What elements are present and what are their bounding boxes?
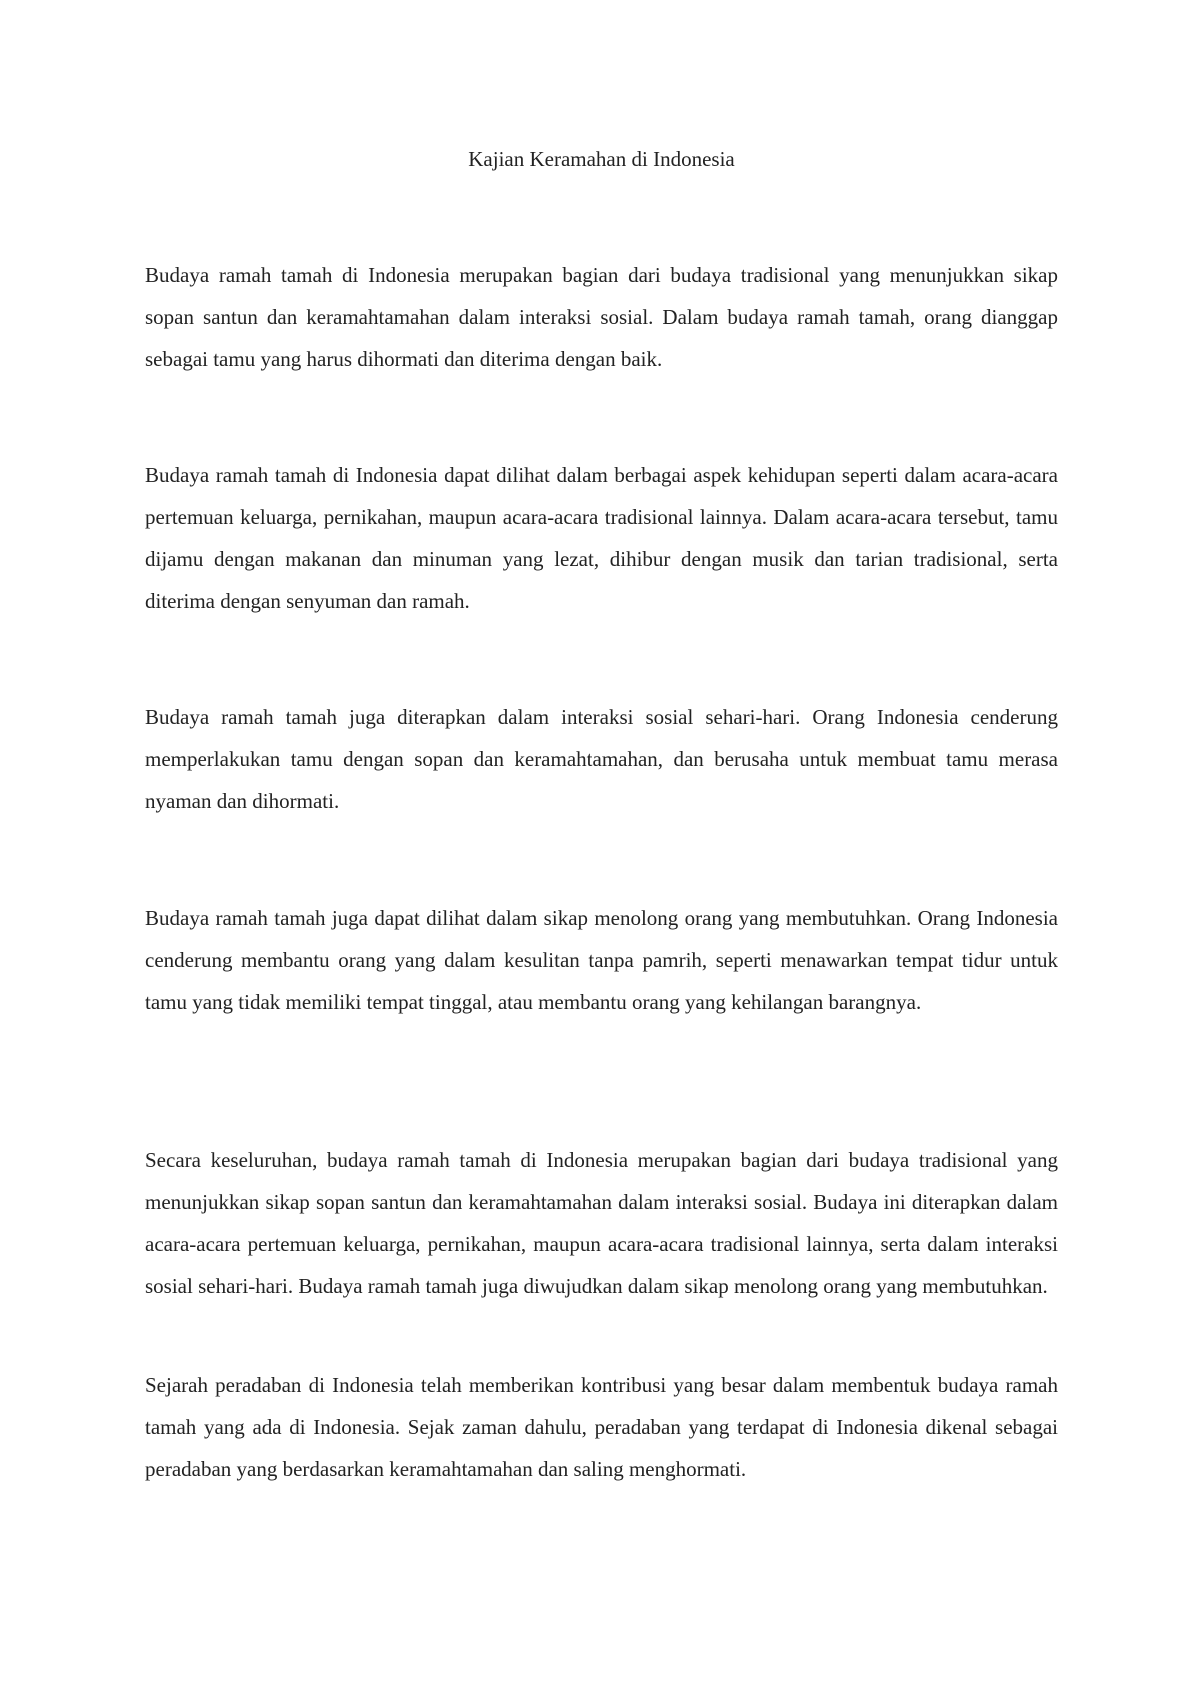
paragraph: Budaya ramah tamah di Indonesia dapat dilihat dalam berbagai aspek kehidupan seperti dalam acara-acara pertemuan keluarga, pernikahan, maupun acara-acara tradisional lainnya. Dalam acara-acara tersebut, tamu dijamu dengan makanan dan minuman yang lezat, dihibur dengan musik dan tarian tradisional, serta diterima dengan senyuman dan ramah. (145, 463, 1058, 613)
paragraph: Sejarah peradaban di Indonesia telah memberikan kontribusi yang besar dalam membentuk budaya ramah tamah yang ada di Indonesia. Sejak zaman dahulu, peradaban yang terdapat di Indonesia dikenal sebagai peradaban yang berdasarkan keramahtamahan dan saling menghormati. (145, 1373, 1058, 1481)
paragraph: Budaya ramah tamah juga dapat dilihat dalam sikap menolong orang yang membutuhkan. Orang Indonesia cenderung membantu orang yang dalam kesulitan tanpa pamrih, seperti menawarkan tempat tidur untuk tamu yang tidak memiliki tempat tinggal, atau membantu orang yang kehilangan barangnya. (145, 906, 1058, 1014)
document-title: Kajian Keramahan di Indonesia (468, 147, 735, 171)
paragraph: Secara keseluruhan, budaya ramah tamah di Indonesia merupakan bagian dari budaya tradisional yang menunjukkan sikap sopan santun dan keramahtamahan dalam interaksi sosial. Budaya ini diterapkan dalam acara-acara pertemuan keluarga, pernikahan, maupun acara-acara tradisional lainnya, serta dalam interaksi sosial sehari-hari. Budaya ramah tamah juga diwujudkan dalam sikap menolong orang yang membutuhkan. (145, 1148, 1058, 1298)
paragraph: Budaya ramah tamah juga diterapkan dalam interaksi sosial sehari-hari. Orang Indonesia cenderung memperlakukan tamu dengan sopan dan keramahtamahan, dan berusaha untuk membuat tamu merasa nyaman dan dihormati. (145, 705, 1058, 813)
paragraph: Budaya ramah tamah di Indonesia merupakan bagian dari budaya tradisional yang menunjukkan sikap sopan santun dan keramahtamahan dalam interaksi sosial. Dalam budaya ramah tamah, orang dianggap sebagai tamu yang harus dihormati dan diterima dengan baik. (145, 263, 1058, 371)
